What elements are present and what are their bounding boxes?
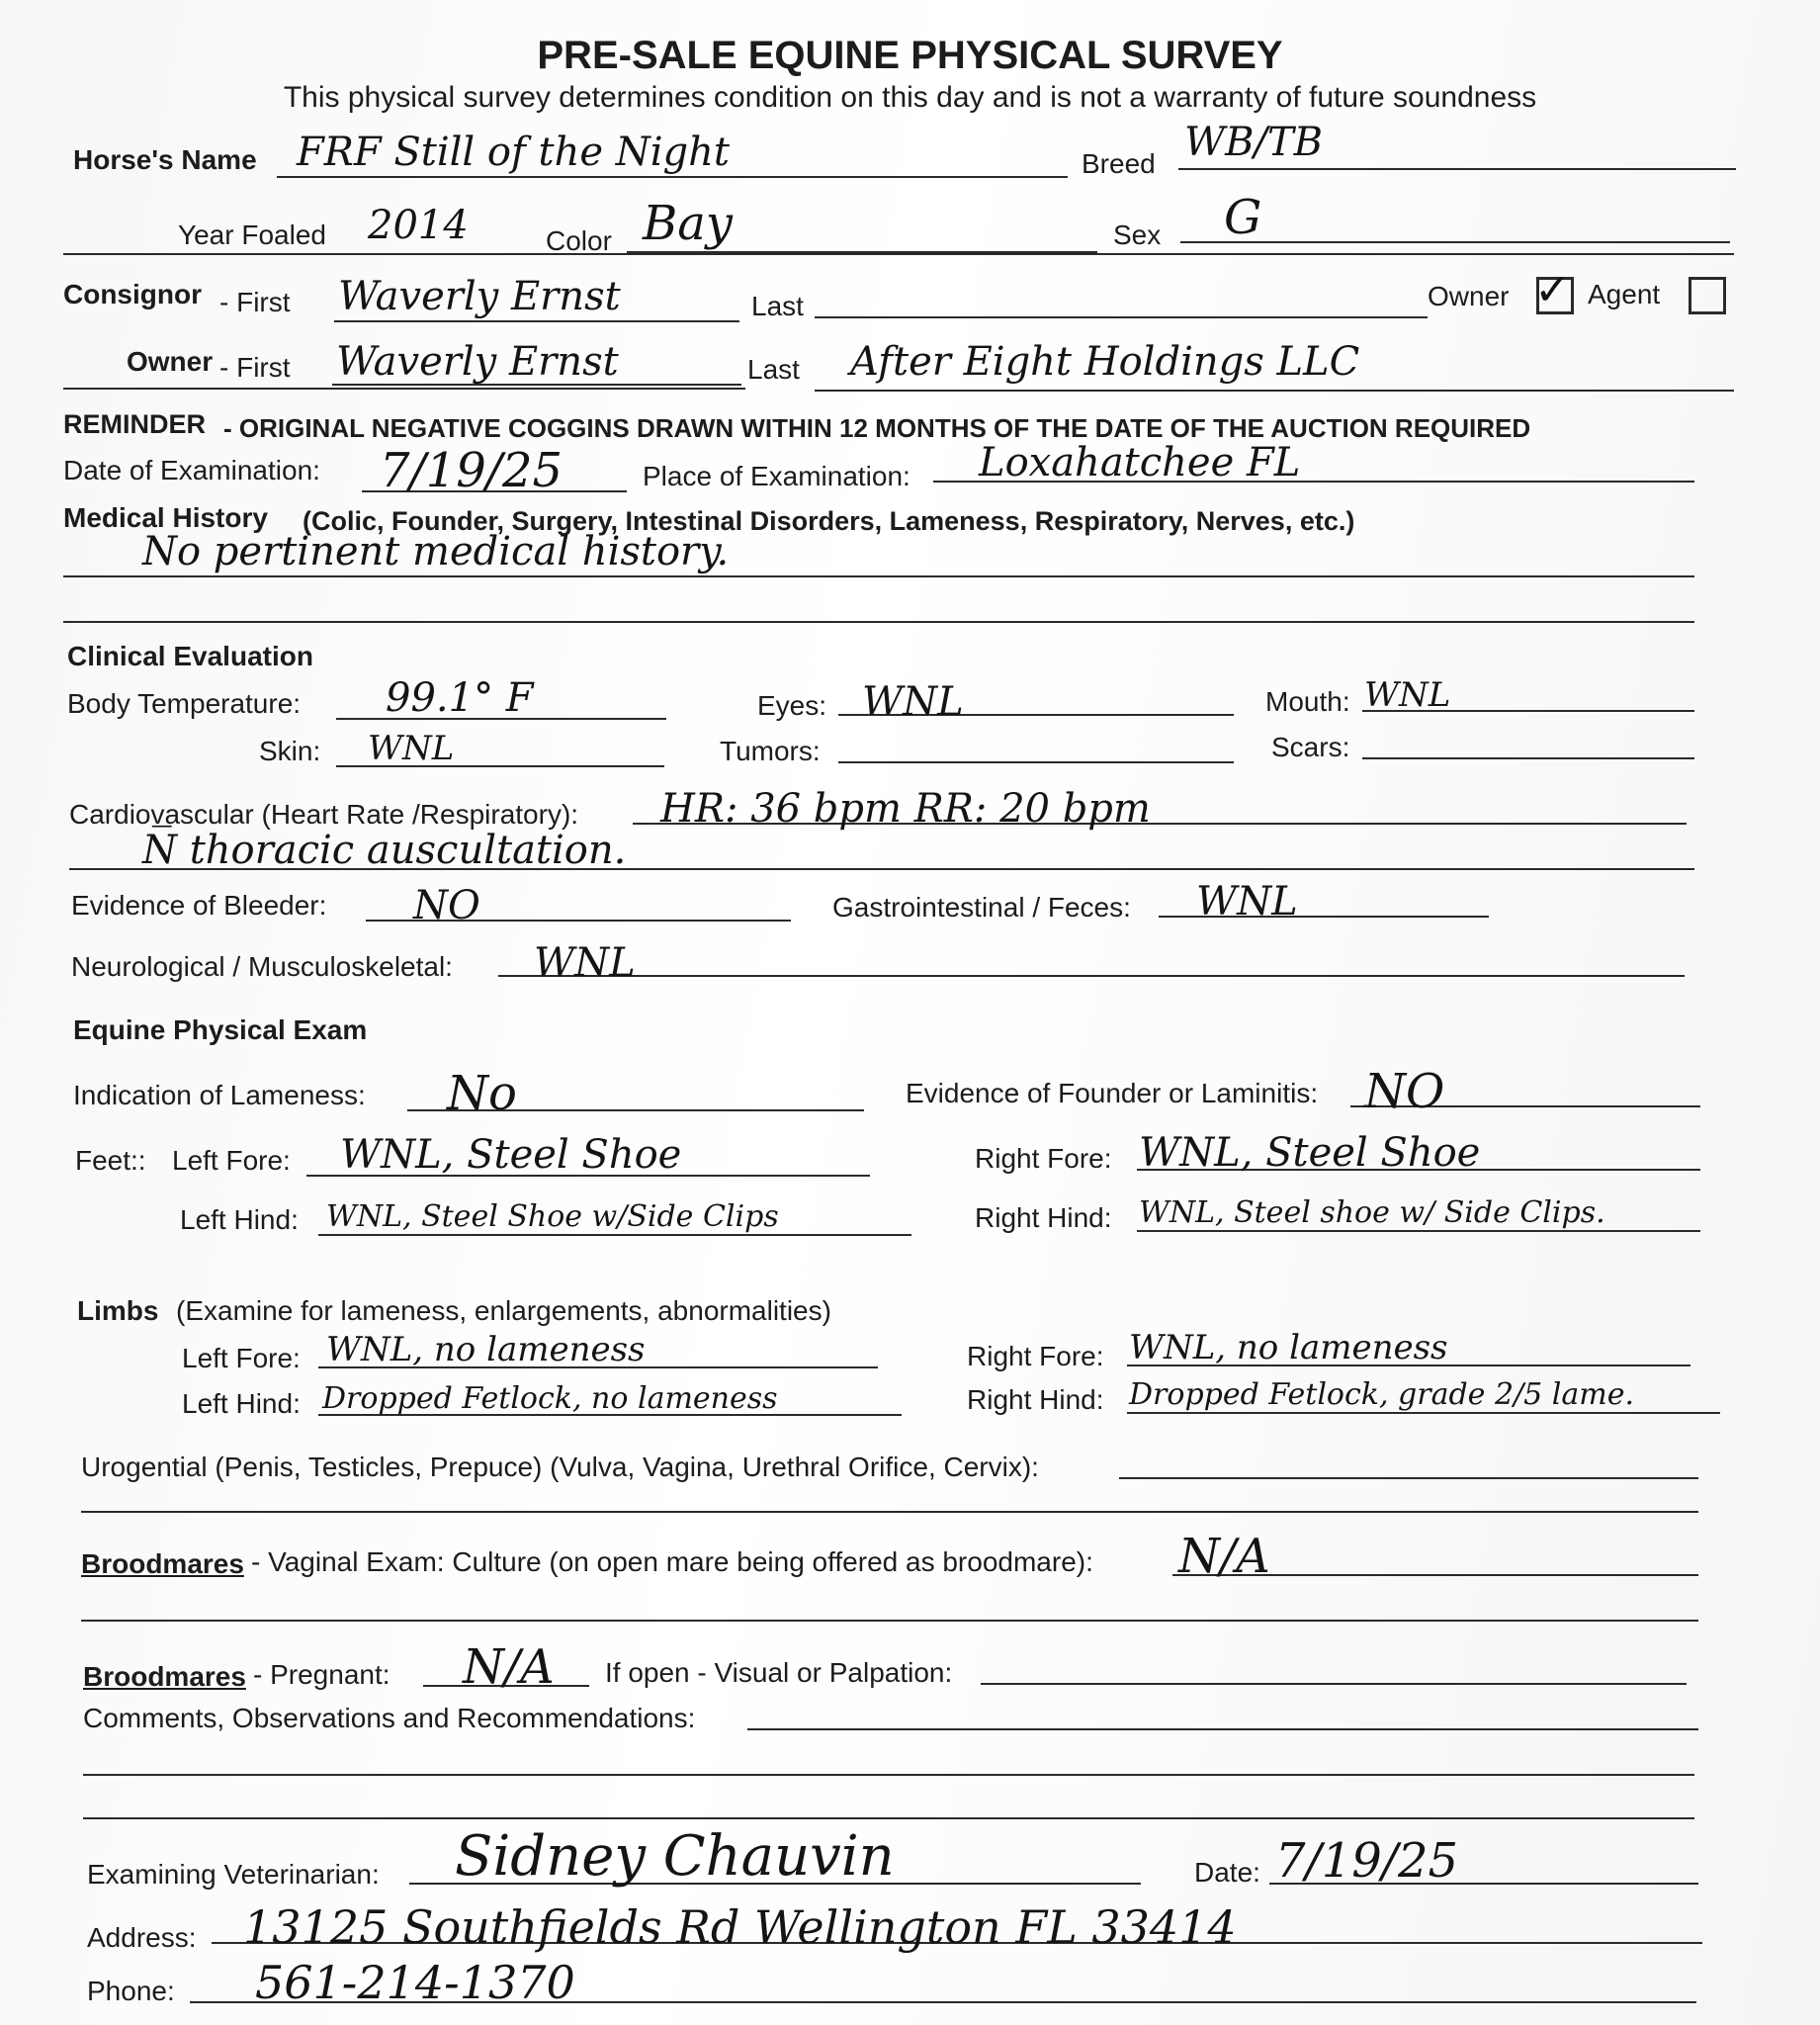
bleeder-label: Evidence of Bleeder:: [71, 890, 327, 921]
gi-label: Gastrointestinal / Feces:: [832, 892, 1131, 923]
vaginal-exam-line-2: [81, 1620, 1698, 1622]
consignor-last-line: [815, 316, 1428, 318]
vet-date-value[interactable]: 7/19/25: [1275, 1833, 1459, 1889]
comments-line-2: [83, 1774, 1694, 1776]
reminder-label: REMINDER: [63, 409, 207, 439]
skin-value[interactable]: WNL: [368, 729, 455, 768]
neuro-line: [498, 975, 1685, 977]
exam-date-value[interactable]: 7/19/25: [380, 443, 563, 498]
open-palpation-label: If open - Visual or Palpation:: [605, 1657, 953, 1688]
consignor-first-line: [334, 320, 739, 322]
cardio-value[interactable]: HR: 36 bpm RR: 20 bpm: [660, 786, 1151, 832]
urogenital-line-1: [1119, 1477, 1698, 1479]
medical-history-label: Medical History: [63, 502, 268, 533]
breed-value[interactable]: WB/TB: [1184, 120, 1324, 165]
vaginal-exam-label: - Vaginal Exam: Culture (on open mare being offered as broodmare):: [251, 1546, 1093, 1577]
feet-rh-label: Right Hind:: [975, 1202, 1112, 1233]
mouth-value[interactable]: WNL: [1364, 675, 1451, 715]
year-foaled-label: Year Foaled: [178, 220, 326, 250]
feet-rf-value[interactable]: WNL, Steel Shoe: [1139, 1130, 1481, 1176]
owner-label: Owner: [127, 346, 214, 377]
breed-line: [1178, 168, 1736, 170]
skin-label: Skin:: [259, 736, 321, 766]
horse-name-label: Horse's Name: [73, 144, 257, 175]
limbs-lf-label: Left Fore:: [182, 1343, 301, 1373]
feet-lh-label: Left Hind:: [180, 1204, 299, 1235]
pregnant-label: - Pregnant:: [253, 1659, 390, 1690]
tumors-label: Tumors:: [720, 736, 821, 766]
comments-label: Comments, Observations and Recommendations:: [83, 1703, 696, 1733]
comments-line-3: [83, 1817, 1694, 1819]
limbs-rh-value[interactable]: Dropped Fetlock, grade 2/5 lame.: [1129, 1377, 1635, 1412]
color-value[interactable]: Bay: [643, 196, 734, 251]
vet-name-label: Examining Veterinarian:: [87, 1859, 380, 1890]
agent-checkbox[interactable]: [1689, 277, 1726, 314]
check-mark-icon: ✓: [1534, 265, 1571, 315]
open-palpation-line: [981, 1683, 1687, 1685]
tumors-line: [838, 761, 1234, 763]
exam-date-label: Date of Examination:: [63, 455, 320, 485]
limbs-lh-label: Left Hind:: [182, 1388, 301, 1419]
limbs-rf-label: Right Fore:: [967, 1341, 1104, 1371]
clinical-heading: Clinical Evaluation: [67, 641, 313, 671]
urogenital-line-2: [81, 1511, 1698, 1513]
limbs-rh-label: Right Hind:: [967, 1384, 1104, 1415]
limbs-label: Limbs: [77, 1295, 159, 1326]
feet-lh-value[interactable]: WNL, Steel Shoe w/Side Clips: [326, 1199, 779, 1234]
neuro-value[interactable]: WNL: [534, 940, 636, 986]
breed-label: Breed: [1082, 148, 1156, 179]
consignor-last-label: Last: [751, 291, 804, 321]
exam-place-label: Place of Examination:: [643, 461, 910, 491]
sex-label: Sex: [1113, 220, 1162, 250]
medical-history-line-1: [63, 575, 1694, 577]
gi-value[interactable]: WNL: [1196, 879, 1298, 924]
vet-phone-value[interactable]: 561-214-1370: [255, 1956, 575, 2009]
owner-first-label: - First: [219, 352, 291, 383]
form-subtitle: This physical survey determines condition on this day and is not a warranty of future soundness: [283, 81, 1537, 114]
broodmares-label-1: Broodmares: [81, 1548, 244, 1579]
exam-place-value[interactable]: Loxahatchee FL: [979, 440, 1301, 485]
owner-last-label: Last: [747, 354, 800, 385]
broodmares-label-2: Broodmares: [83, 1661, 246, 1692]
owner-first-value[interactable]: Waverly Ernst: [336, 339, 619, 385]
feet-lh-line: [318, 1234, 911, 1236]
lameness-label: Indication of Lameness:: [73, 1080, 366, 1110]
sex-line: [1180, 241, 1730, 243]
bleeder-value[interactable]: NO: [413, 883, 480, 928]
feet-lf-label: Left Fore:: [172, 1145, 291, 1176]
vaginal-exam-value[interactable]: N/A: [1178, 1529, 1270, 1584]
color-label: Color: [546, 225, 612, 256]
row-divider: [63, 253, 1734, 255]
founder-label: Evidence of Founder or Laminitis:: [906, 1078, 1319, 1108]
mouth-label: Mouth:: [1265, 686, 1350, 717]
limbs-rf-value[interactable]: WNL, no lameness: [1129, 1328, 1448, 1367]
owner-last-value[interactable]: After Eight Holdings LLC: [850, 339, 1360, 385]
feet-rh-value[interactable]: WNL, Steel shoe w/ Side Clips.: [1139, 1195, 1605, 1230]
feet-rh-line: [1137, 1230, 1700, 1232]
owner-checkbox-label: Owner: [1428, 281, 1510, 311]
consignor-label: Consignor: [63, 279, 202, 309]
year-foaled-value[interactable]: 2014: [368, 203, 469, 248]
eyes-label: Eyes:: [757, 690, 827, 721]
limbs-hint: (Examine for lameness, enlargements, abnormalities): [176, 1295, 831, 1326]
vet-date-label: Date:: [1194, 1857, 1260, 1888]
feet-rf-label: Right Fore:: [975, 1143, 1112, 1174]
cardio-label: Cardiovascular (Heart Rate /Respiratory):: [69, 799, 579, 830]
feet-lf-value[interactable]: WNL, Steel Shoe: [340, 1132, 682, 1178]
scars-line: [1362, 757, 1694, 759]
consignor-first-label: - First: [219, 287, 291, 317]
medical-history-line-2: [63, 621, 1694, 623]
medical-history-hint: (Colic, Founder, Surgery, Intestinal Disorders, Lameness, Respiratory, Nerves, etc.): [303, 506, 1355, 536]
horse-name-value[interactable]: FRF Still of the Night: [297, 130, 730, 175]
vet-signature[interactable]: Sidney Chauvin: [455, 1824, 895, 1889]
consignor-first-value[interactable]: Waverly Ernst: [338, 274, 621, 319]
owner-divider: [63, 388, 745, 390]
limbs-lh-value[interactable]: Dropped Fetlock, no lameness: [322, 1381, 778, 1416]
neuro-label: Neurological / Musculoskeletal:: [71, 951, 453, 982]
feet-label: Feet::: [75, 1145, 146, 1176]
eyes-value[interactable]: WNL: [862, 679, 964, 725]
urogenital-label: Urogential (Penis, Testicles, Prepuce) (Vulva, Vagina, Urethral Orifice, Cervix):: [81, 1452, 1039, 1482]
physical-heading: Equine Physical Exam: [73, 1014, 368, 1045]
comments-line-1: [747, 1728, 1698, 1730]
cardio-value-2[interactable]: N̅ thoracic auscultation.: [142, 828, 627, 873]
body-temp-label: Body Temperature:: [67, 688, 302, 719]
pregnant-value[interactable]: N/A: [463, 1639, 555, 1695]
limbs-lf-value[interactable]: WNL, no lameness: [326, 1330, 646, 1369]
medical-history-value[interactable]: No pertinent medical history.: [142, 529, 730, 574]
vet-address-value[interactable]: 13125 Southfields Rd Wellington FL 33414: [243, 1900, 1237, 1954]
founder-value[interactable]: NO: [1364, 1064, 1445, 1119]
owner-last-line: [815, 390, 1734, 392]
agent-checkbox-label: Agent: [1588, 279, 1661, 309]
sex-value[interactable]: G: [1224, 190, 1262, 245]
body-temp-value[interactable]: 99.1° F: [386, 675, 534, 721]
horse-name-line: [277, 176, 1068, 178]
limbs-rh-line: [1127, 1412, 1720, 1414]
vet-phone-label: Phone:: [87, 1976, 175, 2006]
scars-label: Scars:: [1271, 732, 1350, 762]
vet-address-label: Address:: [87, 1922, 197, 1953]
lameness-value[interactable]: No: [447, 1066, 517, 1121]
reminder-text: - ORIGINAL NEGATIVE COGGINS DRAWN WITHIN 12 MONTHS OF THE DATE OF THE AUCTION REQUIRED: [223, 413, 1531, 443]
form-title: PRE-SALE EQUINE PHYSICAL SURVEY: [537, 34, 1283, 77]
